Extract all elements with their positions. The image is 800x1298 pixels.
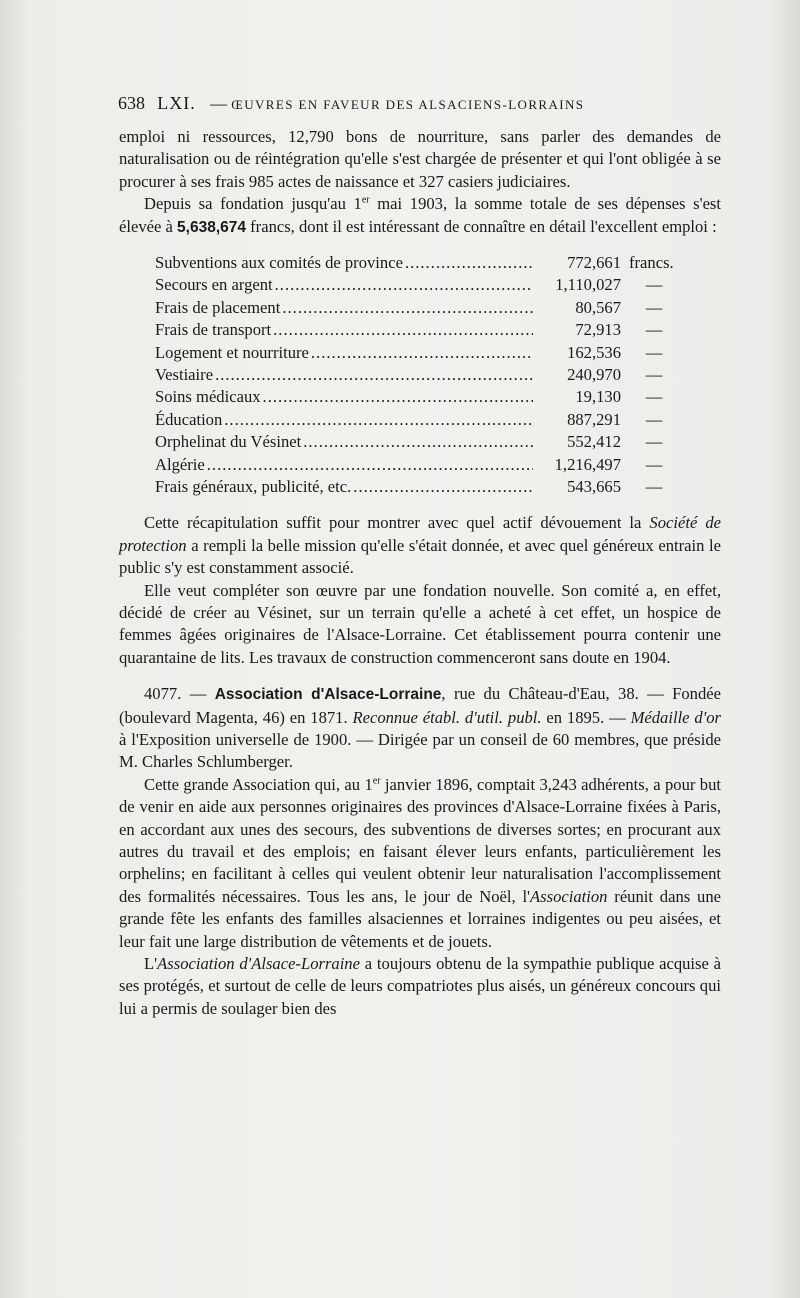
expense-unit: — — [645, 275, 663, 295]
expense-unit: francs. — [629, 253, 674, 273]
expense-label: Frais de transport — [155, 320, 272, 340]
expense-value: 543,665 — [567, 476, 621, 496]
expense-unit: — — [645, 342, 663, 362]
expense-row — [155, 431, 683, 453]
expense-value: 1,216,497 — [554, 454, 621, 474]
expense-row — [155, 386, 683, 408]
paragraph-expenses-intro: Depuis sa fondation jusqu'au 1er mai 1903, la somme totale de ses dépenses s'est élevée à 5,638,674 francs, dont il est intéressant de connaître en détail l'excellent emploi : — [119, 194, 722, 236]
expense-unit: — — [645, 454, 663, 474]
expense-row — [155, 476, 683, 498]
expense-label: Orphelinat du Vésinet — [155, 432, 302, 452]
leader-dots — [263, 386, 533, 408]
expense-table — [155, 252, 683, 498]
leader-dots — [311, 342, 533, 364]
header-dash: — — [210, 94, 227, 113]
expense-unit: — — [645, 476, 663, 496]
paragraph-summary: Cette récapitulation suffit pour montrer avec quel actif dévouement la Société de protection a rempli la belle mission qu'elle s'était donnée, et avec quel généreux entrain le public s'y est constamment associé. — [119, 513, 721, 578]
expense-row — [155, 342, 683, 364]
expense-label: Subventions aux comités de province — [155, 253, 403, 273]
page-number: 638 — [118, 93, 145, 113]
expense-value: 19,130 — [575, 387, 621, 407]
expense-label: Vestiaire — [155, 364, 214, 384]
expense-value: 887,291 — [567, 409, 621, 429]
expense-row — [155, 319, 683, 341]
running-header — [118, 93, 718, 114]
expense-row — [155, 297, 683, 319]
expense-unit: — — [645, 432, 663, 452]
expense-label: Éducation — [155, 409, 223, 429]
expense-unit: — — [645, 364, 663, 384]
paragraph-association-purpose: Cette grande Association qui, au 1er janvier 1896, comptait 3,243 adhérents, a pour but de venir en aide aux personnes originaires des provinces d'Alsace-Lorraine fixées à Paris, en accordant aux unes des secours, des subventions de diverses sortes; en procurant aux autres du travail et des emplois; en faisant élever leurs enfants, particulièrement les orphelins; en facilitant à celles qui veulent obtenir leur naturalisation l'accomplissement des formalités nécessaires. Tous les ans, le jour de Noël, l'Association réunit dans une grande fête les enfants des familles alsaciennes et lorraines indigentes ou peu aisées, et leur fait une large distribution de vêtements et de jouets. — [119, 774, 721, 951]
association-name: Association d'Alsace-Lorraine — [214, 686, 442, 704]
expense-value: 772,661 — [567, 253, 621, 273]
expense-value: 552,412 — [567, 432, 621, 452]
chapter-number: LXI. — [157, 93, 196, 113]
expense-row — [155, 274, 683, 296]
paragraph-association-support: L'Association d'Alsace-Lorraine a toujours obtenu de la sympathie publique acquise à ses protégés, et surtout de celle de leurs compatriotes plus aisés, un généreux concours qui lui a permis de soulager bien des — [119, 954, 721, 1018]
leader-dots — [215, 364, 533, 386]
expense-unit: — — [645, 409, 663, 429]
expense-label: Frais de placement — [155, 297, 281, 317]
paragraph-hospice: Elle veut compléter son œuvre par une fondation nouvelle. Son comité a, en effet, décidé de créer au Vésinet, sur un terrain qu'elle a acheté à cet effet, un hospice de femmes âgées originaires de l'Alsace-Lorraine. Cet établissement pourra contenir une quarantaine de lits. Les travaux de construction commenceront sans doute en 1904. — [119, 580, 721, 667]
leader-dots — [273, 319, 533, 341]
expense-value: 240,970 — [567, 364, 621, 384]
total-amount: 5,638,674 — [177, 218, 246, 236]
expense-unit: — — [645, 387, 663, 407]
expense-value: 162,536 — [567, 342, 621, 362]
expense-value: 1,110,027 — [555, 275, 621, 295]
expense-row — [155, 454, 683, 476]
leader-dots — [353, 476, 533, 498]
expense-row — [155, 252, 683, 274]
expense-value: 72,913 — [575, 320, 621, 340]
leader-dots — [275, 274, 533, 296]
expense-label: Soins médicaux — [155, 387, 261, 407]
expense-label: Secours en argent — [155, 275, 273, 295]
expense-unit: — — [645, 297, 663, 317]
page-body — [119, 126, 721, 1020]
expense-label: Frais généraux, publicité, etc. — [155, 476, 352, 496]
expense-label: Logement et nourriture — [155, 342, 309, 362]
leader-dots — [224, 409, 533, 431]
paragraph-continued: emploi ni ressources, 12,790 bons de nourriture, sans parler des demandes de naturalisation ou de réintégration qu'elle s'est chargée de présenter et qui l'ont obligée à se procurer à ses frais 985 actes de naissance et 327 casiers judiciaires. — [119, 127, 721, 191]
expense-value: 80,567 — [575, 297, 621, 317]
running-title: ŒUVRES EN FAVEUR DES ALSACIENS-LORRAINS — [231, 97, 585, 112]
expense-row — [155, 364, 683, 386]
expense-label: Algérie — [155, 454, 205, 474]
expense-unit: — — [645, 320, 663, 340]
leader-dots — [405, 252, 533, 274]
entry-4077: 4077. — Association d'Alsace-Lorraine, rue du Château-d'Eau, 38. — Fondée (boulevard Magenta, 46) en 1871. Reconnue établ. d'util. publ. en 1895. — Médaille d'or à l'Exposition universelle de 1900. — Dirigée par un conseil de 60 membres, que préside M. Charles Schlumberger. — [119, 684, 721, 772]
leader-dots — [207, 454, 533, 476]
expense-row — [155, 409, 683, 431]
leader-dots — [282, 297, 533, 319]
leader-dots — [303, 431, 533, 453]
